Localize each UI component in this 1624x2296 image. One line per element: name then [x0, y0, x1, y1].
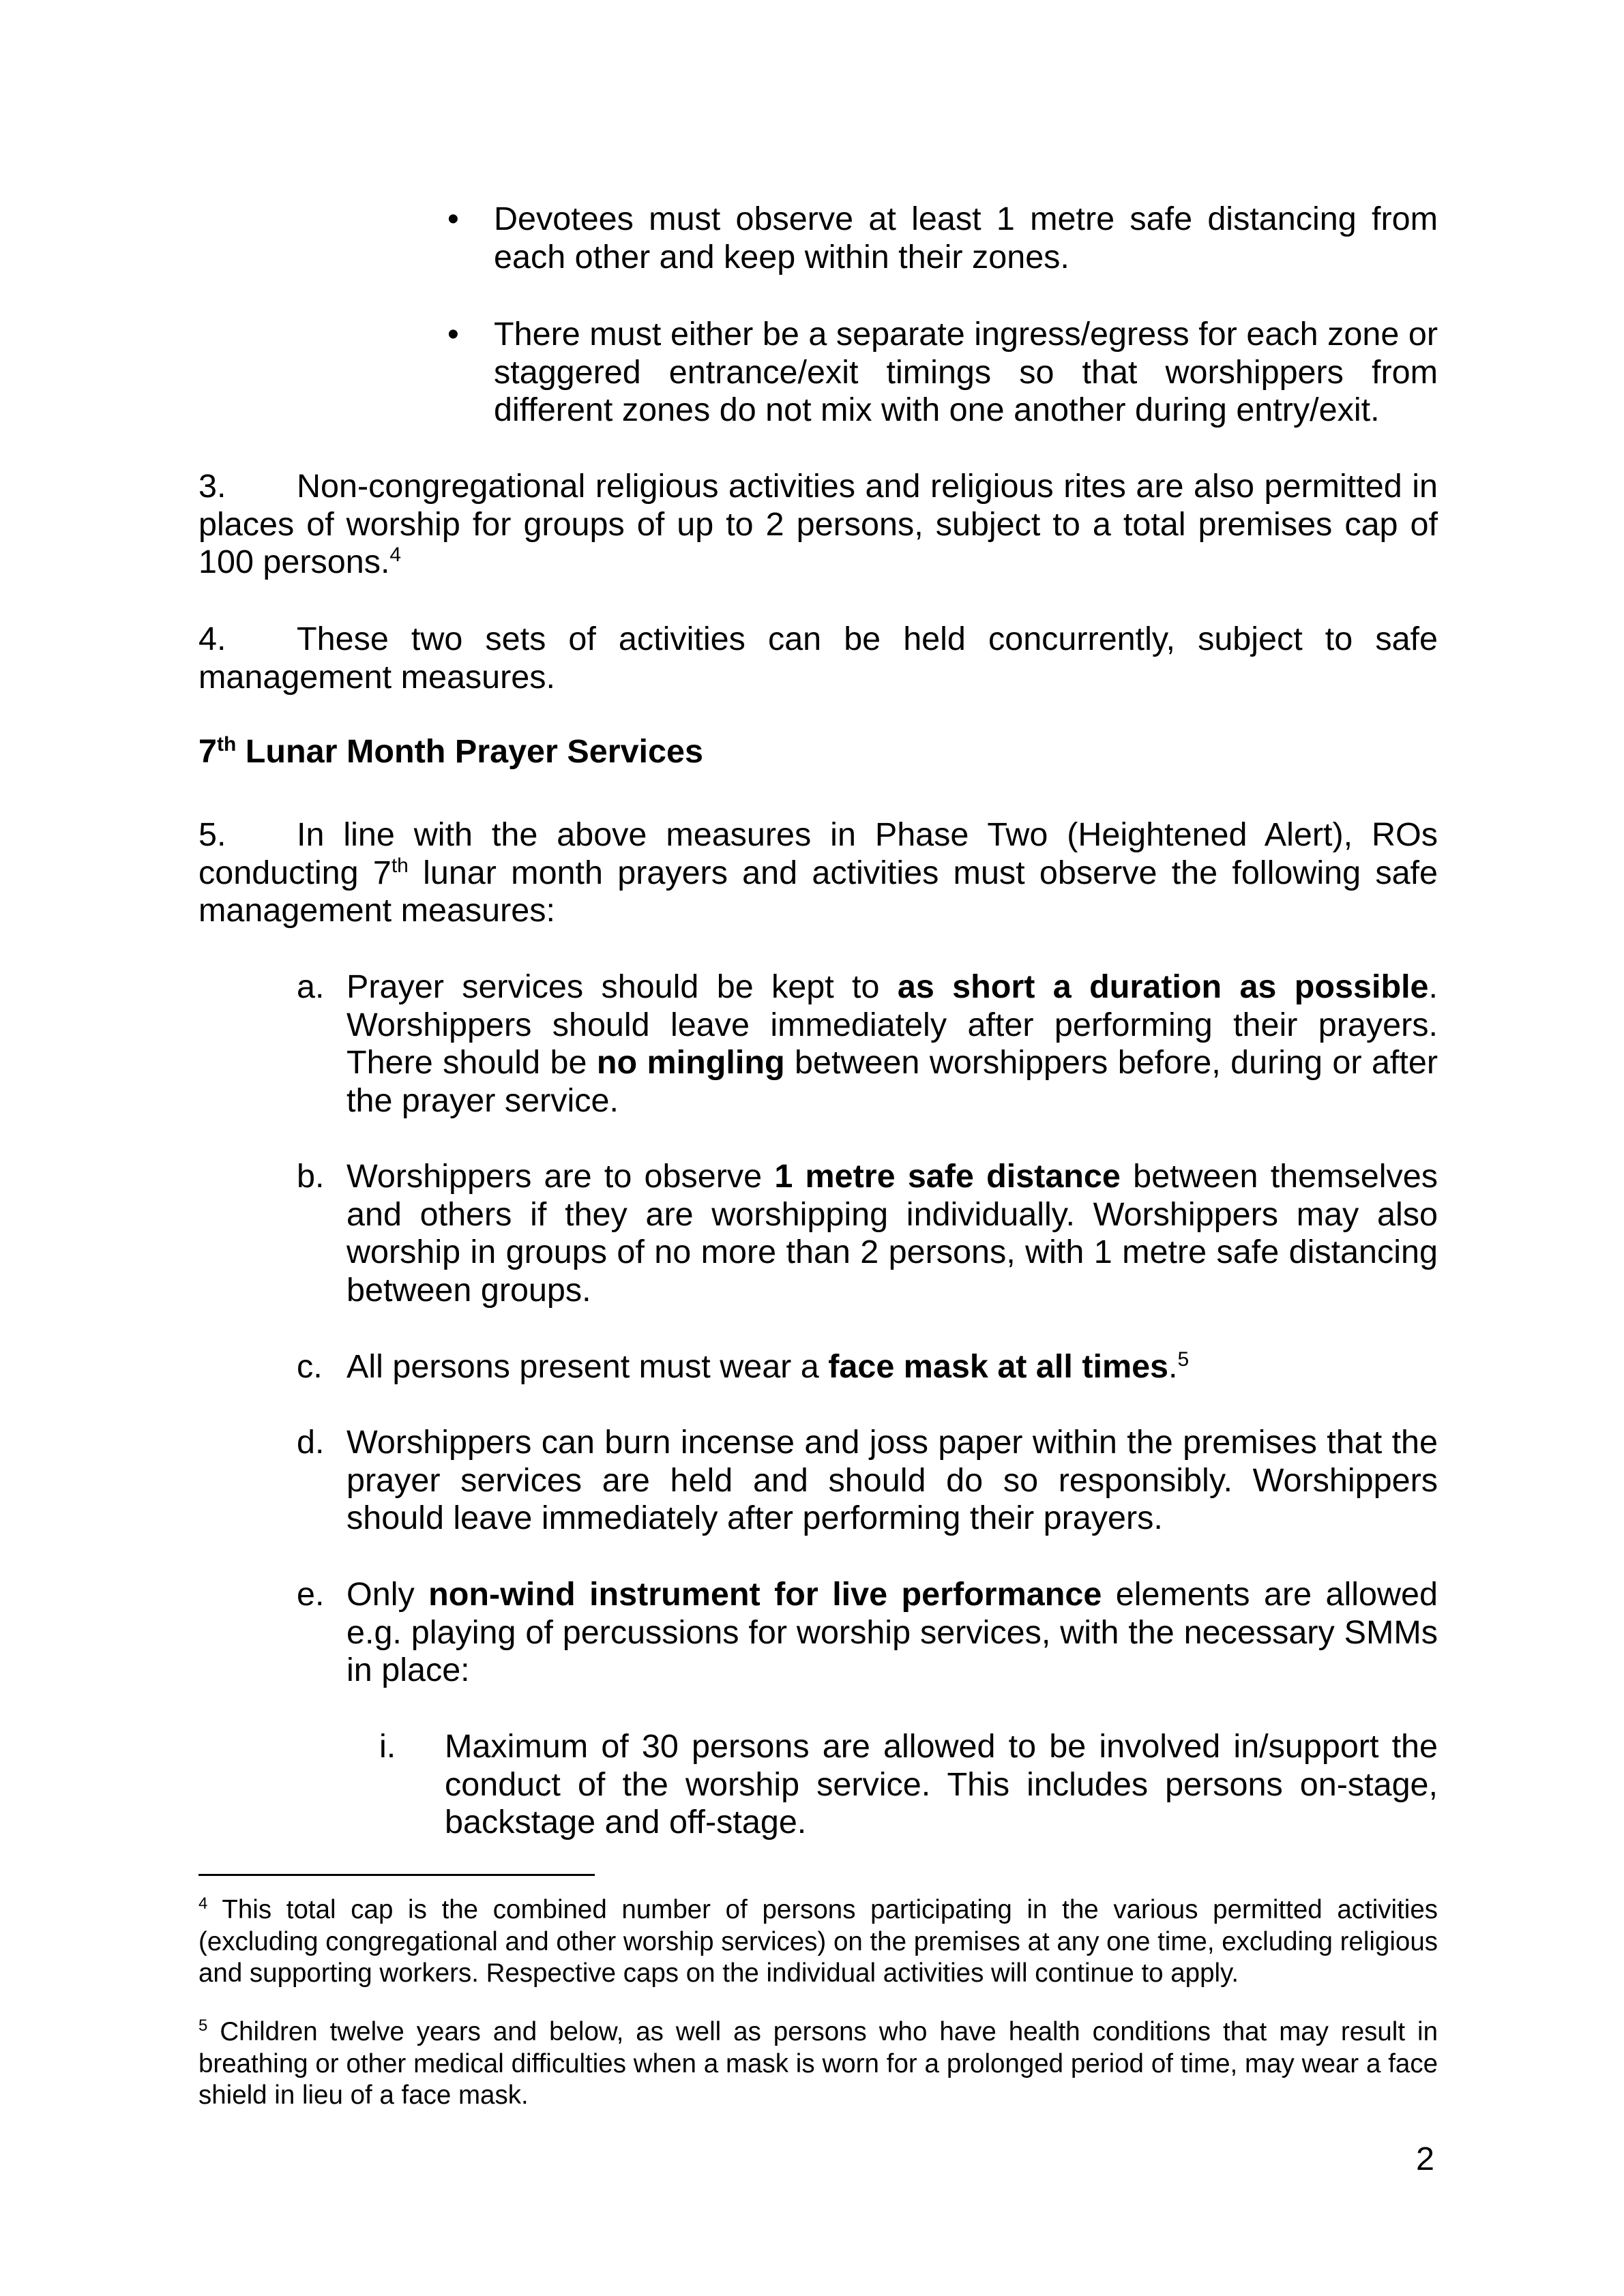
list-item-e	[346, 1576, 1438, 1690]
footnote-ref: 4	[389, 543, 402, 566]
paragraph-number: 5.	[198, 816, 226, 853]
paragraph-3	[198, 468, 1438, 582]
item-bold-text: face mask at all times	[828, 1348, 1169, 1385]
page-number: 2	[1416, 2141, 1434, 2177]
list-item-letter: b.	[297, 1158, 325, 1195]
subitem-i: Maximum of 30 persons are allowed to be involved in/support the conduct of the worship service. This includes persons on-stage, backstage and off-stage.	[445, 1728, 1438, 1840]
list-item-d	[346, 1424, 1438, 1538]
bullet-item-2: There must either be a separate ingress/egress for each zone or staggered entrance/exit timings so that worshippers from different zones do not mix with one another during entry/exit.	[494, 316, 1438, 428]
footnote-5	[198, 2016, 1438, 2112]
footnote-ref: 5	[1177, 1347, 1190, 1371]
item-text: between worshippers before, during or after the prayer service.	[346, 1044, 1438, 1119]
list-item-b	[346, 1158, 1438, 1309]
footnote-divider	[198, 1874, 595, 1876]
list-item-c	[346, 1348, 1438, 1386]
item-text: Worshippers can burn incense and joss paper within the premises that the prayer services are held and should do so responsibly. Worshippers should leave immediately after performing their prayers.	[346, 1424, 1438, 1536]
paragraph-number: 4.	[198, 621, 226, 657]
paragraph-4	[198, 621, 1438, 696]
list-item-a	[346, 968, 1438, 1120]
item-bold-text: as short a duration as possible	[897, 968, 1429, 1005]
paragraph-text: These two sets of activities can be held concurrently, subject to safe management measures.	[198, 621, 1438, 696]
bullet-dot: •	[447, 201, 459, 237]
footnote-text: This total cap is the combined number of persons participating in the various permitted activities (excluding congregational and other worship services) on the premises at any one time, excluding religious and supporting workers. Respective caps on the individual activities will continue to apply.	[198, 1895, 1438, 1988]
item-bold-text: no mingling	[596, 1044, 785, 1081]
item-text: . Worshippers should leave immediately after performing their prayers. There should be	[346, 968, 1438, 1081]
bullet-item-1: Devotees must observe at least 1 metre safe distancing from each other and keep within their zones.	[494, 200, 1438, 275]
paragraph-text: Non-congregational religious activities and religious rites are also permitted in places of worship for groups of up to 2 persons, subject to a total premises cap of 100 persons.	[198, 468, 1438, 580]
item-text: Only	[346, 1576, 429, 1613]
bullet-dot: •	[447, 316, 459, 353]
list-item-letter: a.	[297, 968, 325, 1005]
item-text: elements are allowed e.g. playing of percussions for worship services, with the necessary SMMs in place:	[346, 1576, 1438, 1688]
superscript: th	[391, 854, 409, 877]
heading-text: Lunar Month Prayer Services	[236, 733, 703, 770]
item-text: .	[1168, 1348, 1178, 1385]
paragraph-number: 3.	[198, 468, 226, 505]
item-bold-text: 1 metre safe distance	[774, 1158, 1121, 1195]
item-text: Prayer services should be kept to	[346, 968, 898, 1005]
footnote-text: Children twelve years and below, as well as persons who have health conditions that may result in breathing or other medical difficulties when a mask is worn for a prolonged period of time, may wear a face shield in lieu of a face mask.	[198, 2017, 1438, 2110]
subitem-number: i.	[379, 1728, 396, 1765]
paragraph-text: lunar month prayers and activities must observe the following safe management measures:	[198, 854, 1438, 929]
item-text: between themselves and others if they are worshipping individually. Worshippers may also worship in groups of no more than 2 persons, with 1 metre safe distancing between groups.	[346, 1158, 1438, 1309]
footnote-number: 4	[198, 1894, 208, 1913]
item-bold-text: non-wind instrument for live performance	[428, 1576, 1102, 1613]
paragraph-5	[198, 816, 1438, 930]
heading-superscript: th	[216, 732, 237, 756]
heading-number: 7	[198, 733, 217, 770]
item-text: Worshippers are to observe	[346, 1158, 775, 1195]
list-item-letter: d.	[297, 1424, 325, 1461]
paragraph-text: In line with the above measures in Phase Two (Heightened Alert), ROs conducting 7	[198, 816, 1438, 891]
footnote-number: 5	[198, 2016, 208, 2036]
item-text: All persons present must wear a	[346, 1348, 829, 1385]
list-item-letter: e.	[297, 1576, 325, 1613]
list-item-letter: c.	[297, 1348, 323, 1385]
section-heading	[198, 733, 703, 771]
footnote-4	[198, 1894, 1438, 1990]
